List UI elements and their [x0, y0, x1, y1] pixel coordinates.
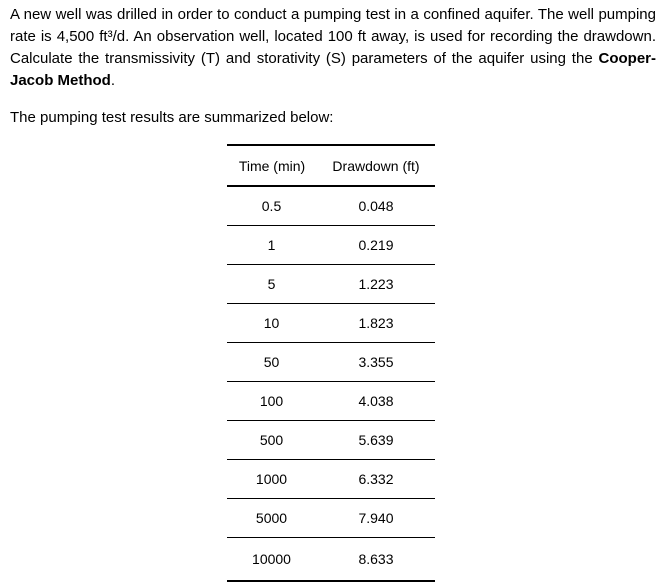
drawdown-cell: 0.048	[317, 186, 435, 226]
problem-text-end: .	[110, 72, 116, 89]
problem-statement	[10, 4, 656, 92]
table-row	[227, 186, 435, 226]
pumping-test-table	[227, 144, 435, 582]
table-row	[227, 499, 435, 538]
header-drawdown: Drawdown (ft)	[317, 145, 435, 186]
drawdown-cell: 7.940	[317, 499, 435, 538]
table-header-row	[227, 145, 435, 186]
drawdown-cell: 5.639	[317, 421, 435, 460]
problem-text: A new well was drilled in order to conduct a pumping test in a confined aquifer. The well pumping rate is 4,500 ft³/d. An observation well, located 100 ft away, is used for recording the drawdown. Calculate the transmissivity (T) and storativity (S) parameters of the aquifer using the	[10, 6, 656, 67]
table-row	[227, 382, 435, 421]
time-cell: 1000	[227, 460, 317, 499]
table-row	[227, 421, 435, 460]
time-cell: 50	[227, 343, 317, 382]
drawdown-cell: 3.355	[317, 343, 435, 382]
drawdown-cell: 8.633	[317, 538, 435, 582]
table-row	[227, 226, 435, 265]
drawdown-cell: 1.223	[317, 265, 435, 304]
drawdown-cell: 1.823	[317, 304, 435, 343]
summary-text: The pumping test results are summarized below:	[10, 109, 334, 126]
time-cell: 5000	[227, 499, 317, 538]
drawdown-cell: 0.219	[317, 226, 435, 265]
time-cell: 10000	[227, 538, 317, 582]
drawdown-cell: 6.332	[317, 460, 435, 499]
table-row	[227, 343, 435, 382]
time-cell: 500	[227, 421, 317, 460]
time-cell: 10	[227, 304, 317, 343]
table-row	[227, 304, 435, 343]
method-name: Cooper-Jacob Method	[10, 50, 656, 89]
table-row	[227, 460, 435, 499]
time-cell: 100	[227, 382, 317, 421]
time-cell: 0.5	[227, 186, 317, 226]
time-cell: 5	[227, 265, 317, 304]
header-time: Time (min)	[227, 145, 317, 186]
table-row	[227, 538, 435, 582]
time-cell: 1	[227, 226, 317, 265]
table-row	[227, 265, 435, 304]
drawdown-cell: 4.038	[317, 382, 435, 421]
